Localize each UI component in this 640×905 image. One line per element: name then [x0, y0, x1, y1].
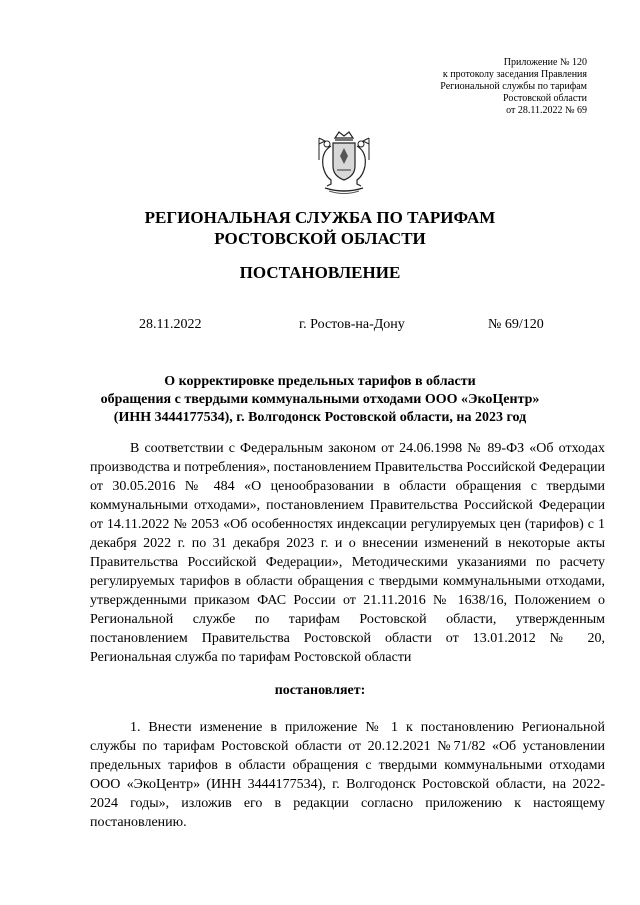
document-date: 28.11.2022 — [139, 317, 202, 332]
subject-line: (ИНН 3444177534), г. Волгодонск Ростовской области, на 2023 год — [113, 410, 527, 425]
document-type: ПОСТАНОВЛЕНИЕ — [239, 263, 401, 282]
subject-line: О корректировке предельных тарифов в области — [164, 374, 476, 389]
organization-name — [0, 207, 640, 249]
appendix-line: к протоколу заседания Правления — [442, 69, 587, 80]
document-number: № 69/120 — [488, 317, 544, 332]
resolution-item-1: 1. Внести изменение в приложение № 1 к постановлению Региональной службы по тарифам Ростовской области от 20.12.2021 №71/82 «Об установлении предельных тарифов в области обращения с твердыми коммунальными отходами ООО «ЭкоЦентр» (ИНН 3444177534), г. Волгодонск Ростовской области, на 2022-2024 годы», изложив его в редакции согласно приложению к настоящему постановлению. — [90, 720, 605, 830]
document-subject — [80, 373, 560, 427]
document-city: г. Ростов-на-Дону — [299, 317, 405, 332]
appendix-line: Региональной службы по тарифам — [440, 81, 587, 92]
organization-name-line: РОСТОВСКОЙ ОБЛАСТИ — [214, 229, 426, 248]
appendix-line: Ростовской области — [503, 93, 587, 104]
appendix-note — [440, 57, 587, 117]
appendix-line: от 28.11.2022 № 69 — [506, 105, 587, 116]
decree-word: постановляет: — [274, 683, 366, 698]
rostov-oblast-coat-of-arms-icon — [313, 130, 375, 196]
preamble-paragraph: В соответствии с Федеральным законом от 24.06.1998 № 89-ФЗ «Об отходах производства и потребления», постановлением Правительства Российской Федерации от 30.05.2016 № 484 «О ценообразовании в области обращения с твердыми коммунальными отходами», постановлением Правительства Российской Федерации от 14.11.2022 № 2053 «Об особенностях индексации регулируемых цен (тарифов) с 1 декабря 2022 г. по 31 декабря 2023 г. и о внесении изменений в некоторые акты Правительства Российской Федерации», Методическими указаниями по расчету регулируемых тарифов в области обращения с твердыми коммунальными отходами, утвержденными приказом ФАС России от 21.11.2016 № 1638/16, Положением о Региональной службе по тарифам Ростовской области, утвержденным постановлением Правительства Ростовской области от 13.01.2012 № 20, Региональная служба по тарифам Ростовской области — [90, 441, 605, 665]
subject-line: обращения с твердыми коммунальными отходами ООО «ЭкоЦентр» — [100, 392, 540, 407]
organization-name-line: РЕГИОНАЛЬНАЯ СЛУЖБА ПО ТАРИФАМ — [144, 208, 496, 227]
appendix-line: Приложение № 120 — [503, 57, 587, 68]
